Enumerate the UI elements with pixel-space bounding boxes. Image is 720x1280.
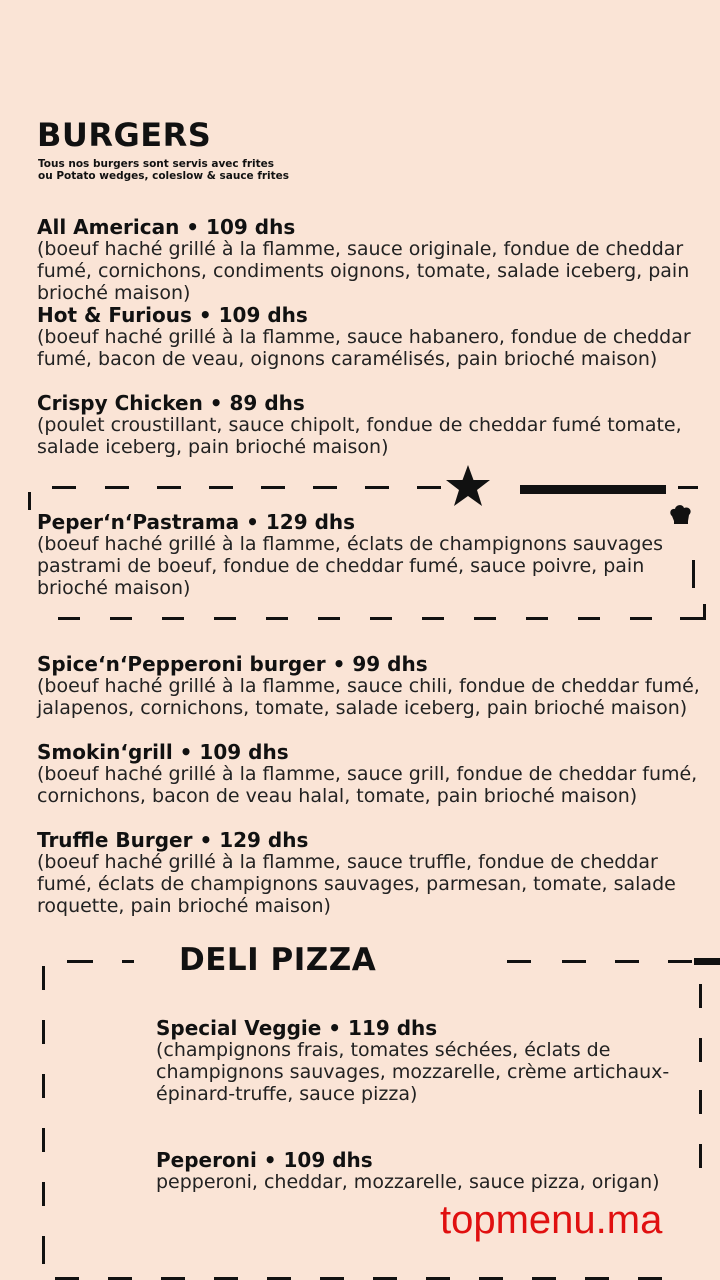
item-name: Spice‘n‘Pepperoni burger • 99 dhs — [37, 652, 428, 676]
item-description: (boeuf haché grillé à la flamme, sauce originale, fondue de cheddar fumé, cornichons, condiments oignons, tomate, salade iceberg, pain brioché maison) — [37, 238, 690, 304]
item-name: Peperoni • 109 dhs — [156, 1148, 373, 1172]
item-description: (champignons frais, tomates séchées, éclats de champignons sauvages, mozzarelle, crème artichaux-épinard-truffe, sauce pizza) — [156, 1039, 670, 1105]
pizza-box-right-dash — [699, 1090, 702, 1114]
featured-box-bottom-border — [0, 617, 720, 620]
pizza-box-right-dash — [699, 984, 702, 1008]
star-icon — [444, 464, 492, 508]
item-description: pepperoni, cheddar, mozzarelle, sauce pizza, origan) — [156, 1171, 660, 1193]
pizza-box-left-dash — [42, 1074, 45, 1098]
menu-item-special-veggie — [156, 1017, 696, 1105]
menu-item-crispy-chicken — [37, 392, 709, 458]
featured-box-corner — [703, 604, 706, 620]
watermark-text: topmenu.ma — [440, 1198, 663, 1242]
menu-item-spice-n-pepperoni — [37, 653, 709, 719]
item-name: Peper‘n‘Pastrama • 129 dhs — [37, 510, 356, 534]
featured-box-left-tick — [28, 492, 31, 510]
menu-item-peper-n-pastrama — [37, 511, 677, 599]
item-name: All American • 109 dhs — [37, 215, 296, 239]
burgers-subtitle-line-2: ou Potato wedges, coleslow & sauce frites — [38, 170, 290, 182]
burgers-title: BURGERS — [37, 116, 212, 154]
item-description: (boeuf haché grillé à la flamme, éclats de champignons sauvages pastrami de boeuf, fondue de cheddar fumé, sauce poivre, pain brioché maison) — [37, 533, 663, 599]
menu-item-truffle-burger — [37, 829, 717, 917]
item-name: Smokin‘grill • 109 dhs — [37, 740, 289, 764]
item-name: Hot & Furious • 109 dhs — [37, 303, 308, 327]
pizza-box-left-dash — [42, 1020, 45, 1044]
item-name: Special Veggie • 119 dhs — [156, 1016, 438, 1040]
burgers-subtitle-line-1: Tous nos burgers sont servis avec frites — [38, 158, 275, 170]
menu-item-smokin-grill — [37, 741, 709, 807]
item-description: (boeuf haché grillé à la flamme, sauce habanero, fondue de cheddar fumé, bacon de veau, oignons caramélisés, pain brioché maison) — [37, 326, 691, 370]
item-description: (boeuf haché grillé à la flamme, sauce grill, fondue de cheddar fumé, cornichons, bacon de veau halal, tomate, pain brioché maison) — [37, 763, 698, 807]
pizza-box-left-dash — [42, 1182, 45, 1206]
item-description: (boeuf haché grillé à la flamme, sauce chili, fondue de cheddar fumé, jalapenos, cornichons, tomate, salade iceberg, pain brioché maison) — [37, 675, 700, 719]
menu-item-peperoni — [156, 1149, 676, 1193]
featured-box-top-border — [0, 486, 720, 492]
featured-box-right-dash — [692, 560, 695, 588]
pizza-box-right-dash — [699, 1144, 702, 1168]
item-name: Truffle Burger • 129 dhs — [37, 828, 309, 852]
pizza-box-left-dash — [42, 1236, 45, 1264]
item-description: (boeuf haché grillé à la flamme, sauce truffle, fondue de cheddar fumé, éclats de champignons sauvages, parmesan, tomate, salade roquette, pain brioché maison) — [37, 851, 676, 917]
item-description: (poulet croustillant, sauce chipolt, fondue de cheddar fumé tomate, salade iceberg, pain brioché maison) — [37, 414, 682, 458]
menu-item-hot-and-furious — [37, 304, 709, 370]
pizza-section-title: DELI PIZZA — [179, 942, 377, 978]
pizza-box-left-dash — [42, 1128, 45, 1152]
pizza-box-right-dash — [699, 1038, 702, 1062]
item-name: Crispy Chicken • 89 dhs — [37, 391, 305, 415]
menu-item-all-american — [37, 216, 709, 304]
pizza-box-left-dash — [42, 966, 45, 990]
